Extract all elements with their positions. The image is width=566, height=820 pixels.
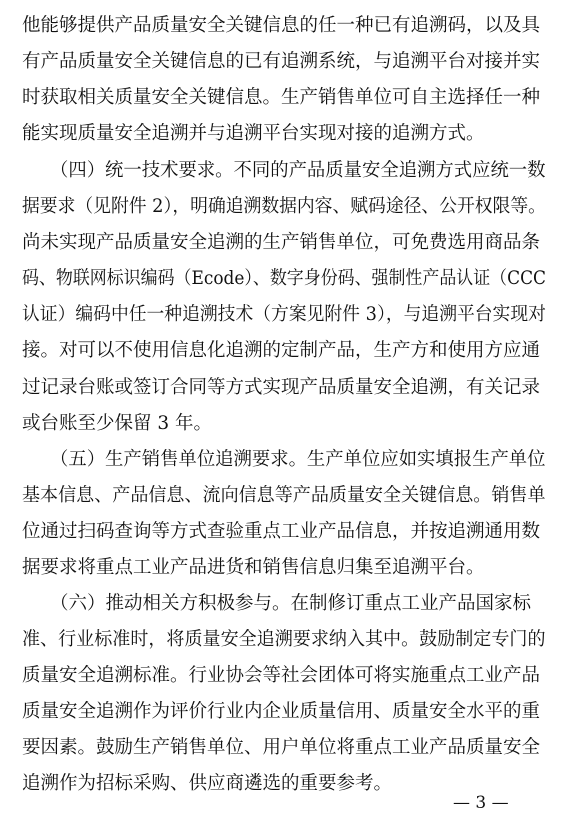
text-line: 质量安全追溯作为评价行业内企业质量信用、质量安全水平的重 <box>22 701 541 722</box>
text-line: 接。对可以不使用信息化追溯的定制产品，生产方和使用方应通 <box>22 340 541 361</box>
text-line: 时获取相关质量安全关键信息。生产销售单位可自主选择任一种 <box>22 87 541 108</box>
text-line: 过记录台账或签订合同等方式实现产品质量安全追溯，有关记录 <box>22 377 541 398</box>
text-line: 要因素。鼓励生产销售单位、用户单位将重点工业产品质量安全 <box>22 737 541 758</box>
text-line: 有产品质量安全关键信息的已有追溯系统，与追溯平台对接并实 <box>22 51 541 72</box>
text-line: 或台账至少保留 3 年。 <box>22 413 213 434</box>
text-line: （四）统一技术要求。不同的产品质量安全追溯方式应统一数 <box>50 160 546 181</box>
page-number: — 3 — <box>453 793 509 813</box>
text-line: 他能够提供产品质量安全关键信息的任一种已有追溯码，以及具 <box>22 15 541 36</box>
text-line: 码、物联网标识编码（Ecode）、数字身份码、强制性产品认证（CCC <box>22 268 547 289</box>
text-line: （六）推动相关方积极参与。在制修订重点工业产品国家标 <box>50 593 532 614</box>
text-line: 尚未实现产品质量安全追溯的生产销售单位，可免费选用商品条 <box>22 232 541 253</box>
text-line: 追溯作为招标采购、供应商遴选的重要参考。 <box>22 773 393 794</box>
text-line: 准、行业标准时，将质量安全追溯要求纳入其中。鼓励制定专门的 <box>22 629 546 650</box>
text-line: 质量安全追溯标准。行业协会等社会团体可将实施重点工业产品 <box>22 665 541 686</box>
text-line: 认证）编码中任一种追溯技术（方案见附件 3），与追溯平台实现对 <box>22 304 546 325</box>
text-line: 据要求将重点工业产品进货和销售信息归集至追溯平台。 <box>22 557 485 578</box>
text-line: 能实现质量安全追溯并与追溯平台实现对接的追溯方式。 <box>22 123 485 144</box>
text-line: （五）生产销售单位追溯要求。生产单位应如实填报生产单位 <box>50 449 546 470</box>
text-line: 据要求（见附件 2），明确追溯数据内容、赋码途径、公开权限等。 <box>22 196 546 217</box>
text-line: 位通过扫码查询等方式查验重点工业产品信息，并按追溯通用数 <box>22 521 541 542</box>
text-line: 基本信息、产品信息、流向信息等产品质量安全关键信息。销售单 <box>22 485 546 506</box>
